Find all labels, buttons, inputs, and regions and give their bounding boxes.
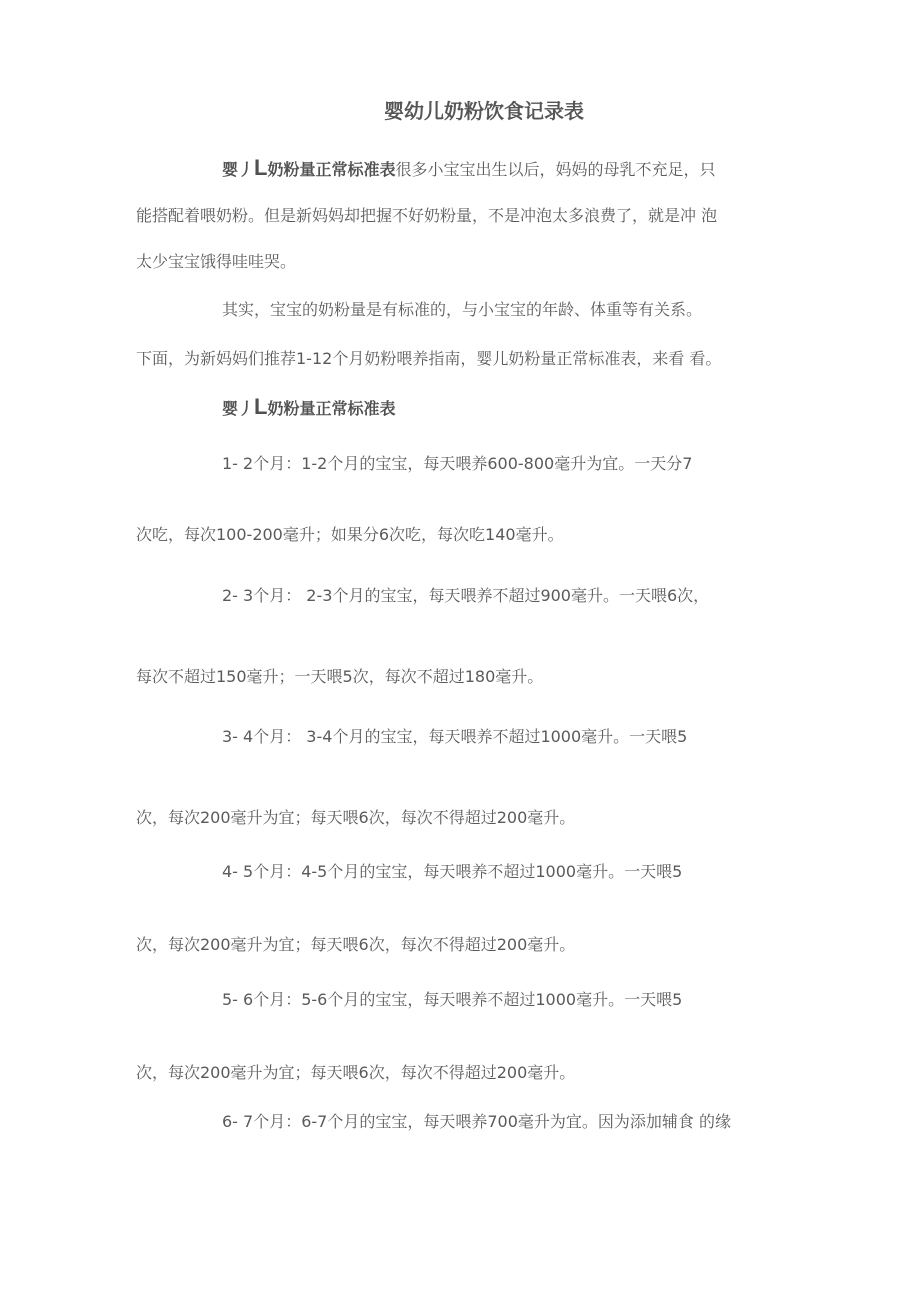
section-heading-a: 婴丿	[222, 399, 255, 418]
intro-bold-lead-b: 奶粉量正常标准表	[267, 160, 396, 179]
section-heading	[222, 394, 396, 419]
intro-bold-lead-a: 婴丿	[222, 160, 255, 179]
entry-4-line-2: 次，每次200毫升为宜；每天喂6次，每次不得超过200毫升。	[136, 935, 576, 954]
entry-2-line-2: 每次不超过150毫升；一天喂5次，每次不超过180毫升。	[136, 667, 544, 686]
paragraph-2: 其实，宝宝的奶粉量是有标准的，与小宝宝的年龄、体重等有关系。	[222, 300, 703, 319]
entry-2-line-1: 2- 3个月： 2-3个月的宝宝，每天喂养不超过900毫升。一天喂6次，	[222, 586, 710, 605]
paragraph-3: 下面，为新妈妈们推荐1-12个月奶粉喂养指南，婴儿奶粉量正常标准表，来看 看。	[136, 349, 722, 368]
entry-6-line-1: 6- 7个月：6-7个月的宝宝，每天喂养700毫升为宜。因为添加辅食 的缘	[222, 1112, 731, 1131]
intro-bold-lead-L: L	[254, 155, 268, 180]
entry-1-line-2: 次吃，每次100-200毫升；如果分6次吃，每次吃140毫升。	[136, 525, 564, 544]
intro-line-1	[222, 155, 716, 180]
entry-3-line-1: 3- 4个月： 3-4个月的宝宝，每天喂养不超过1000毫升。一天喂5	[222, 727, 688, 746]
entry-5-line-2: 次，每次200毫升为宜；每天喂6次，每次不得超过200毫升。	[136, 1063, 576, 1082]
section-heading-b: 奶粉量正常标准表	[267, 399, 396, 418]
intro-line-1-rest: 很多小宝宝出生以后，妈妈的母乳不充足，只	[395, 160, 716, 179]
entry-1-line-1: 1- 2个月：1-2个月的宝宝，每天喂养600-800毫升为宜。一天分7	[222, 454, 693, 473]
document-title: 婴幼儿奶粉饮食记录表	[384, 99, 584, 123]
section-heading-L: L	[254, 394, 268, 419]
entry-3-line-2: 次，每次200毫升为宜；每天喂6次，每次不得超过200毫升。	[136, 808, 576, 827]
entry-5-line-1: 5- 6个月：5-6个月的宝宝，每天喂养不超过1000毫升。一天喂5	[222, 990, 683, 1009]
intro-line-2: 能搭配着喂奶粉。但是新妈妈却把握不好奶粉量，不是冲泡太多浪费了，就是冲 泡	[136, 206, 718, 225]
intro-line-3: 太少宝宝饿得哇哇哭。	[136, 252, 297, 271]
entry-4-line-1: 4- 5个月：4-5个月的宝宝，每天喂养不超过1000毫升。一天喂5	[222, 862, 683, 881]
